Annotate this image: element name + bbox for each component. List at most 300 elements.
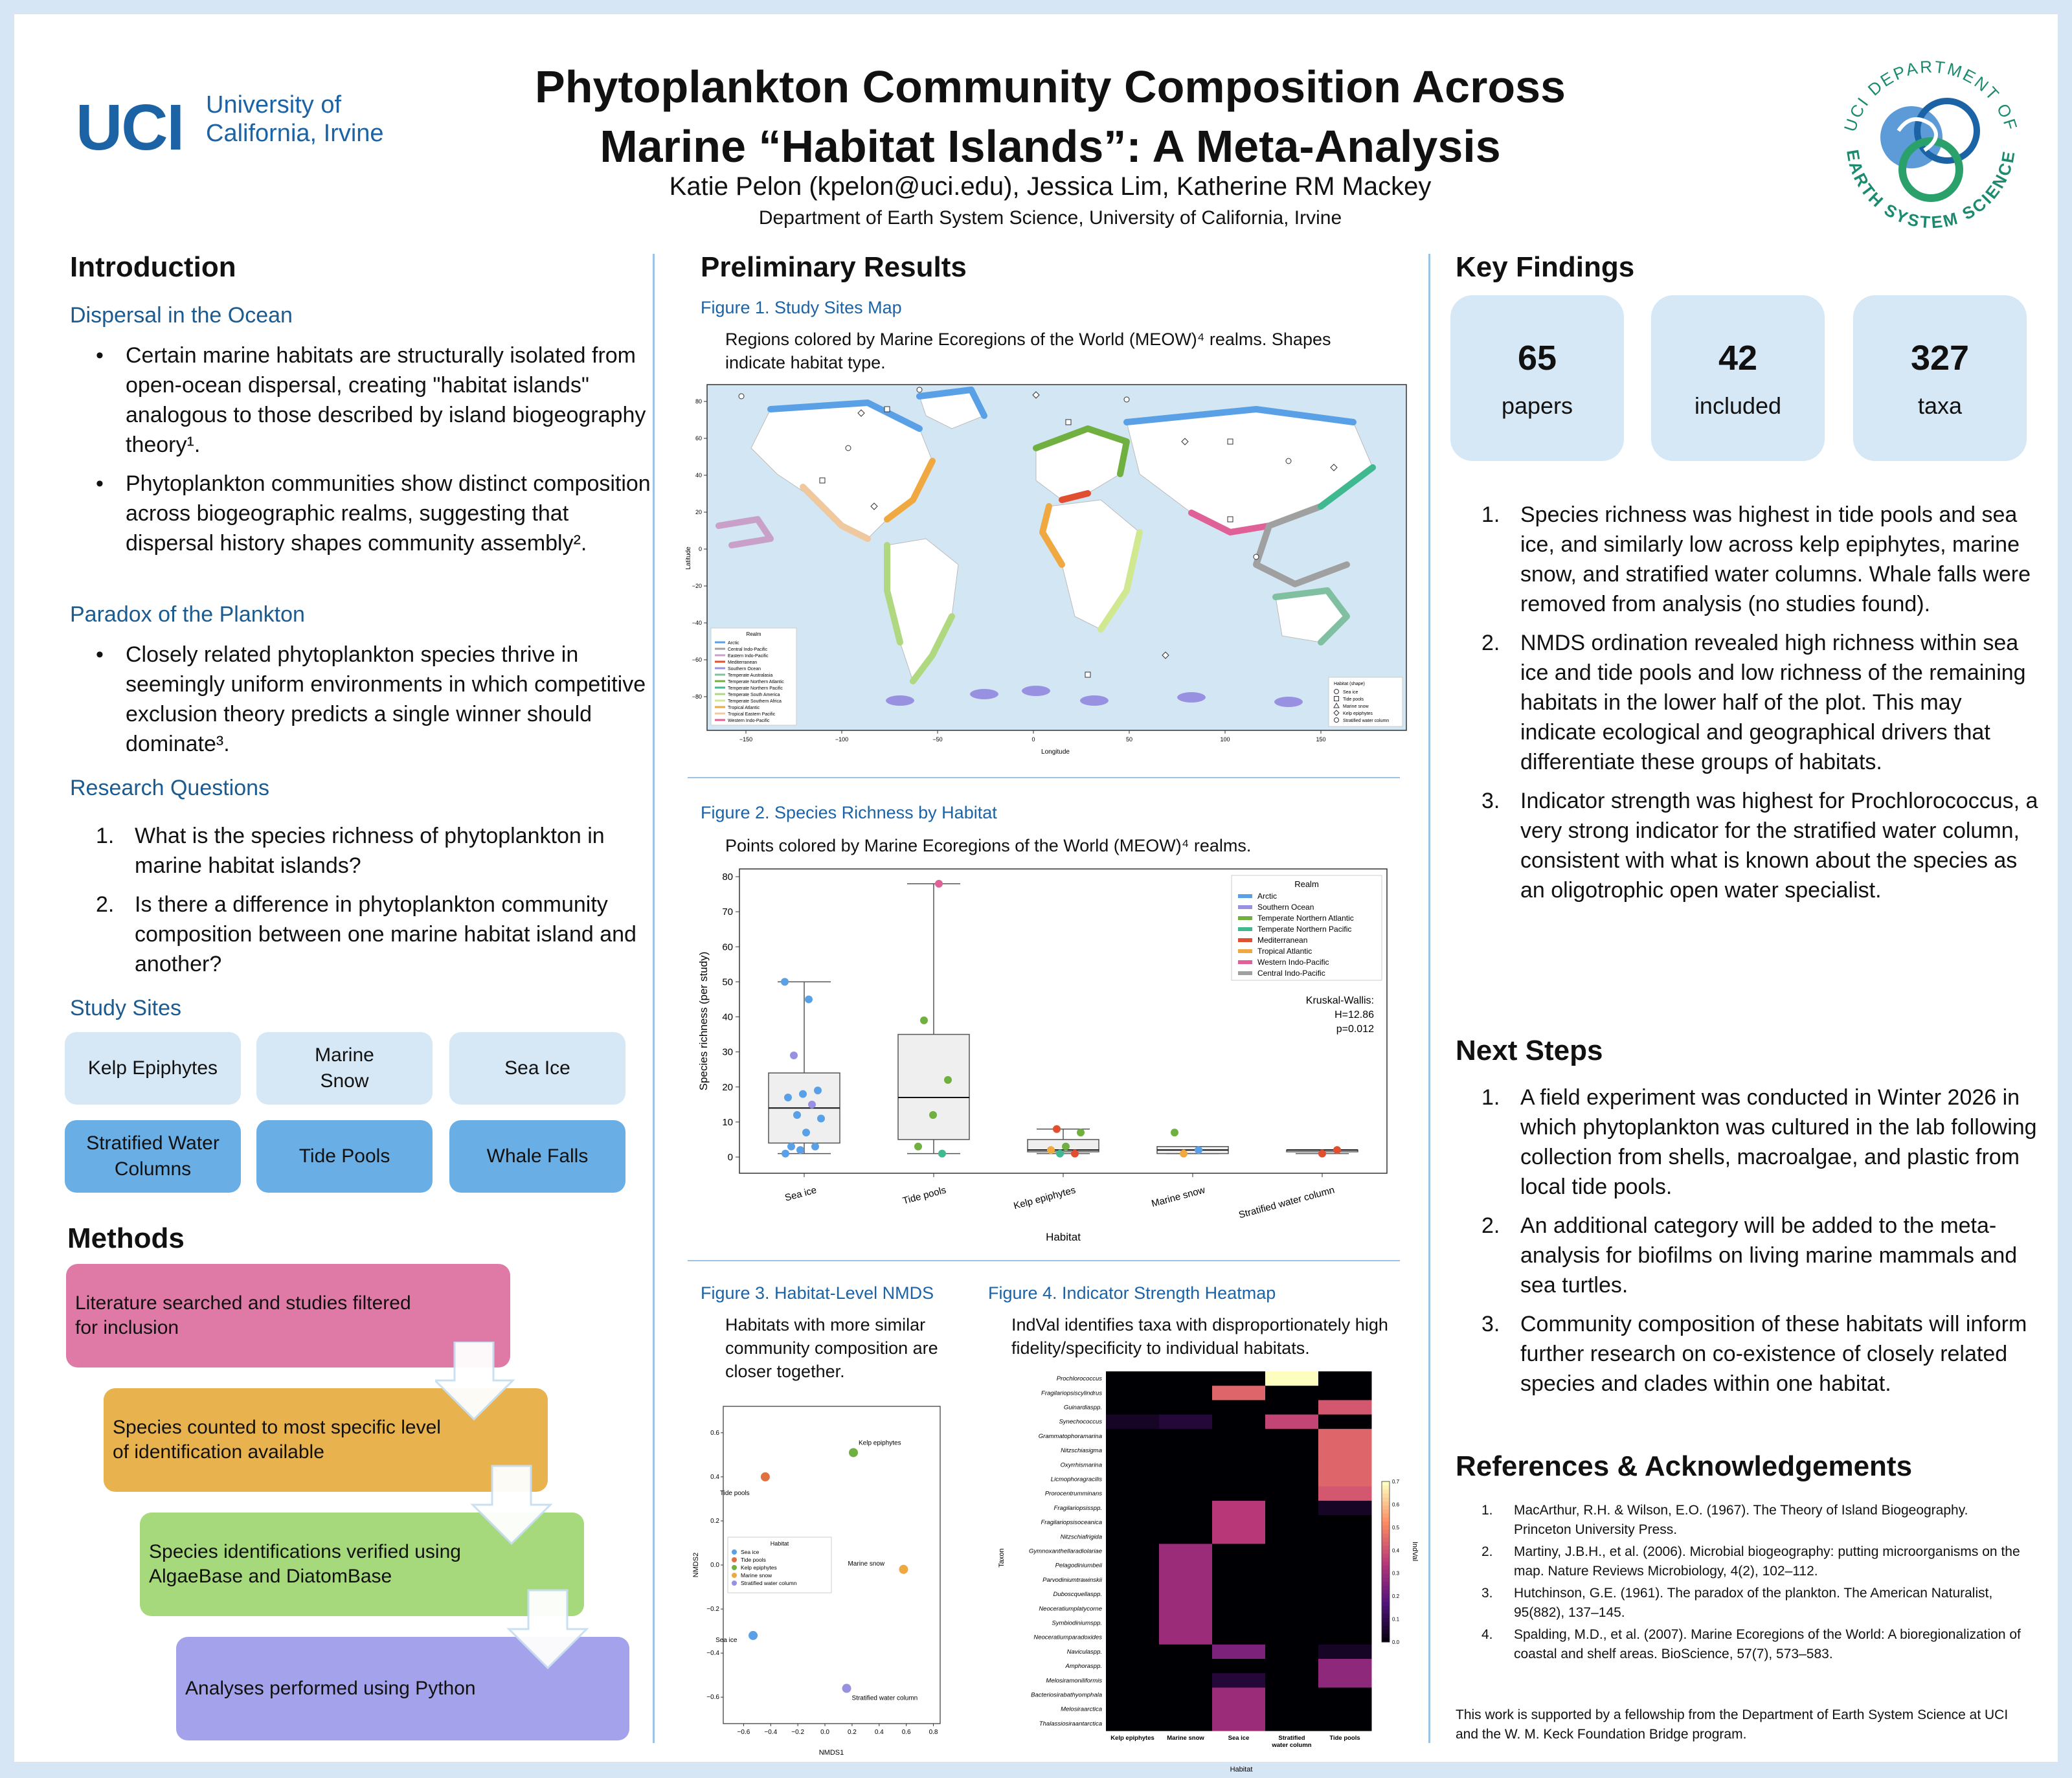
- heatmap-cell: [1106, 1472, 1160, 1487]
- logo-sub-line-1: University of: [206, 91, 342, 118]
- nmds-legend-label: Sea ice: [741, 1549, 760, 1555]
- next-step: [1456, 1309, 2038, 1399]
- heatmap-cell: [1159, 1429, 1213, 1444]
- map-habitat-marker: [1334, 697, 1339, 701]
- box-legend-label: Temperate Northern Atlantic: [1257, 914, 1354, 923]
- box-x-tick-label: Marine snow: [1150, 1184, 1207, 1210]
- nmds-point-label: Tide pools: [719, 1489, 750, 1497]
- reference: [1456, 1584, 2025, 1623]
- site-marker: [820, 478, 825, 483]
- nmds-point-label: Kelp epiphytes: [859, 1439, 901, 1447]
- heatmap-cell: [1159, 1544, 1213, 1559]
- poster: [14, 14, 2058, 1773]
- box-data-point: [1062, 1143, 1070, 1151]
- map-y-ticks: [692, 398, 707, 700]
- kruskal-p: p=0.012: [1336, 1024, 1374, 1035]
- box-data-point: [796, 1146, 804, 1154]
- nmds-point-label: Marine snow: [848, 1560, 885, 1568]
- heatmap-cell: [1265, 1515, 1319, 1530]
- box-data-point: [787, 1143, 795, 1151]
- box-data-point: [935, 880, 943, 888]
- method-step-text: Species identifications verified using AlgaeBase and DiatomBase: [149, 1541, 461, 1587]
- heatmap-cell: [1318, 1400, 1372, 1415]
- nmds-legend-label: Stratified water column: [741, 1580, 797, 1586]
- heatmap-cell: [1265, 1687, 1319, 1702]
- box-data-point: [1056, 1150, 1064, 1158]
- box-data-point: [1171, 1129, 1178, 1136]
- heatmap-cell: [1106, 1515, 1160, 1530]
- heatmap-cell: [1318, 1487, 1372, 1502]
- research-question: [70, 821, 653, 881]
- southern-ocean-region: [1080, 695, 1109, 706]
- box-y-tick-label: 20: [722, 1081, 733, 1093]
- heatmap-cell: [1265, 1544, 1319, 1559]
- method-step-text: Analyses performed using Python: [185, 1678, 476, 1699]
- heatmap-cell: [1212, 1400, 1266, 1415]
- next-step-text: Community composition of these habitats will inform further research on co-existence of closely related species and clades within one habitat.: [1520, 1312, 2027, 1396]
- heatmap-cell: [1265, 1601, 1319, 1616]
- colorbar-segment: [1382, 1562, 1390, 1566]
- heatmap-row-label: Licmophoragracilis: [1050, 1476, 1102, 1483]
- heatmap-cell: [1159, 1573, 1213, 1588]
- poster-title: [467, 57, 1633, 176]
- colorbar-segment: [1382, 1594, 1390, 1599]
- nmds-x-tick-label: −0.4: [764, 1729, 778, 1736]
- colorbar-segment: [1382, 1578, 1390, 1582]
- box-legend-swatch: [1238, 949, 1252, 953]
- colorbar-segment: [1382, 1614, 1390, 1619]
- site-marker: [1066, 420, 1071, 425]
- colorbar-segment: [1382, 1498, 1390, 1502]
- map-y-tick-label: 40: [695, 472, 702, 478]
- rq-number: 1.: [96, 824, 115, 848]
- box-data-point: [1318, 1150, 1326, 1158]
- heatmap-colorbar: [1382, 1479, 1400, 1645]
- nmds-legend-marker: [732, 1581, 737, 1586]
- colorbar-tick-label: 0.7: [1392, 1479, 1400, 1485]
- heatmap-row-label: Symbiodiniumspp.: [1052, 1619, 1102, 1627]
- heatmap-cell: [1265, 1673, 1319, 1688]
- research-questions: [70, 821, 653, 988]
- heatmap-cell: [1159, 1501, 1213, 1516]
- nmds-y-tick-label: 0.6: [710, 1429, 719, 1437]
- box-data-point: [1195, 1146, 1202, 1154]
- colorbar-segment: [1382, 1622, 1390, 1626]
- heatmap-row-label: Melosiramoniliformis: [1046, 1677, 1102, 1685]
- nmds-legend-label: Marine snow: [741, 1572, 772, 1579]
- heatmap-col-label: Sea ice: [1228, 1735, 1250, 1742]
- map-legend-label: Tropical Atlantic: [728, 706, 760, 710]
- heatmap-cell: [1212, 1573, 1266, 1588]
- site-marker: [1228, 517, 1233, 522]
- heatmap-col-label: Tide pools: [1329, 1735, 1360, 1742]
- heatmap-cell: [1159, 1630, 1213, 1645]
- box-data-point: [944, 1076, 952, 1084]
- map-habitat-marker: [1334, 690, 1339, 694]
- heatmap-cell: [1159, 1716, 1213, 1731]
- heatmap-cell: [1212, 1529, 1266, 1544]
- rq-text: What is the species richness of phytoplankton in marine habitat islands?: [135, 824, 605, 878]
- site-kelp-epiphytes: Kelp Epiphytes: [65, 1032, 241, 1105]
- next-step: [1456, 1083, 2038, 1202]
- results-divider-1: [688, 777, 1400, 778]
- colorbar-segment: [1382, 1481, 1390, 1486]
- heatmap-cell: [1106, 1544, 1160, 1559]
- colorbar-tick-label: 0.4: [1392, 1547, 1400, 1554]
- box-legend-label: Mediterranean: [1257, 936, 1308, 945]
- nmds-point-label: Stratified water column: [851, 1694, 918, 1702]
- nmds-x-tick-label: 0.4: [874, 1729, 884, 1736]
- site-marine-snow: [256, 1032, 433, 1105]
- heatmap-cell: [1318, 1601, 1372, 1616]
- reference-number: 4.: [1481, 1627, 1493, 1642]
- map-habitat-label: Stratified water column: [1343, 719, 1390, 723]
- heatmap-cell: [1318, 1529, 1372, 1544]
- colorbar-segment: [1382, 1502, 1390, 1506]
- nmds-point: [842, 1684, 851, 1693]
- nmds-legend-marker: [732, 1565, 737, 1570]
- stat-label: included: [1694, 392, 1782, 419]
- next-step-number: 2.: [1481, 1213, 1500, 1238]
- acknowledgement: This work is supported by a fellowship from the Department of Earth System Science at UCI and the W. M. Keck Foundation Bridge program.: [1456, 1707, 2009, 1742]
- heatmap-cell: [1212, 1386, 1266, 1401]
- heatmap-cell: [1265, 1587, 1319, 1602]
- box-y-tick-label: 50: [722, 976, 733, 988]
- colorbar-segment: [1382, 1598, 1390, 1603]
- heatmap-cell: [1265, 1415, 1319, 1430]
- map-legend-label: Temperate South America: [728, 693, 780, 697]
- heatmap-cell: [1318, 1415, 1372, 1430]
- heatmap-cell: [1106, 1529, 1160, 1544]
- heatmap-cell: [1318, 1515, 1372, 1530]
- colorbar-segment: [1382, 1586, 1390, 1590]
- map-x-tick-label: 100: [1220, 736, 1230, 743]
- column-divider-2: [1428, 254, 1430, 1743]
- heatmap-cell: [1159, 1702, 1213, 1717]
- map-x-tick-label: −100: [835, 736, 849, 743]
- map-legend-label: Western Indo-Pacific: [728, 719, 770, 723]
- nmds-legend-label: Tide pools: [741, 1557, 766, 1563]
- references-heading: References & Acknowledgements: [1456, 1450, 1913, 1482]
- map-habitat-label: Marine snow: [1343, 704, 1369, 709]
- heatmap-cell: [1212, 1457, 1266, 1472]
- methods-heading: Methods: [67, 1222, 185, 1254]
- colorbar-segment: [1382, 1546, 1390, 1550]
- heatmap-cell: [1265, 1443, 1319, 1458]
- indval-heatmap: [985, 1364, 1426, 1778]
- next-step-text: An additional category will be added to the meta-analysis for biofilms on living marine mammals and sea turtles.: [1520, 1213, 2018, 1298]
- heatmap-col-label: water column: [1272, 1742, 1312, 1749]
- box-y-tick-label: 0: [727, 1152, 733, 1163]
- heatmap-cell: [1159, 1559, 1213, 1573]
- heatmap-cell: [1265, 1630, 1319, 1645]
- heatmap-col-labels: [1110, 1735, 1360, 1749]
- colorbar-tick-label: 0.1: [1392, 1616, 1400, 1623]
- rq-text: Is there a difference in phytoplankton community composition between one marine habitat island and another?: [135, 892, 636, 976]
- box-y-tick-label: 30: [722, 1046, 733, 1058]
- box-data-point: [1047, 1146, 1055, 1154]
- colorbar-segment: [1382, 1529, 1390, 1534]
- southern-ocean-region: [886, 695, 914, 706]
- box-iqr: [898, 1035, 969, 1140]
- site-marker: [1228, 439, 1233, 444]
- finding-number: 2.: [1481, 631, 1500, 655]
- fig2-caption: Points colored by Marine Ecoregions of the World (MEOW)⁴ realms.: [725, 836, 1252, 855]
- box-data-point: [1180, 1150, 1188, 1158]
- heatmap-cell: [1106, 1501, 1160, 1516]
- department: Department of Earth System Science, University of California, Irvine: [758, 207, 1342, 229]
- heatmap-row-label: Thalassiosiraantarctica: [1039, 1720, 1102, 1727]
- box-x-tick-label: Stratified water column: [1237, 1184, 1336, 1221]
- map-y-tick-label: 20: [695, 509, 702, 515]
- colorbar-segment: [1382, 1630, 1390, 1634]
- box-y-tick-label: 10: [722, 1116, 733, 1128]
- site-tide-pools: Tide Pools: [256, 1120, 433, 1193]
- colorbar-segment: [1382, 1582, 1390, 1586]
- fig2-title: Figure 2. Species Richness by Habitat: [701, 803, 997, 822]
- heatmap-cell: [1106, 1615, 1160, 1630]
- heatmap-row-label: Pelagodiniumbeii: [1055, 1562, 1102, 1570]
- heatmap-cell: [1318, 1544, 1372, 1559]
- heatmap-cell: [1106, 1457, 1160, 1472]
- heatmap-cell: [1212, 1659, 1266, 1674]
- box-legend-label: Southern Ocean: [1257, 903, 1314, 912]
- finding-number: 1.: [1481, 502, 1500, 527]
- finding-number: 3.: [1481, 789, 1500, 813]
- colorbar-segment: [1382, 1590, 1390, 1594]
- box-data-point: [817, 1114, 825, 1122]
- seal-top-text: UCI DEPARTMENT OF: [1840, 56, 2022, 134]
- heatmap-cell: [1106, 1429, 1160, 1444]
- site-marker: [1085, 672, 1090, 677]
- heatmap-cell: [1318, 1659, 1372, 1674]
- stat-value: 65: [1517, 339, 1557, 377]
- colorbar-segment: [1382, 1522, 1390, 1526]
- results-divider-2: [688, 1260, 1400, 1261]
- heatmap-cell: [1212, 1544, 1266, 1559]
- heatmap-cell: [1159, 1487, 1213, 1502]
- map-x-tick-label: 0: [1031, 736, 1035, 743]
- heatmap-cell: [1265, 1573, 1319, 1588]
- next-step: [1456, 1211, 2038, 1300]
- map-y-tick-label: 60: [695, 435, 702, 442]
- reference-number: 1.: [1481, 1503, 1493, 1518]
- box-legend-swatch: [1238, 938, 1252, 942]
- authors: Katie Pelon (kpelon@uci.edu), Jessica Lim, Katherine RM Mackey: [669, 172, 1432, 201]
- nmds-y-tick-label: 0.0: [710, 1562, 719, 1569]
- map-legend-label: Arctic: [728, 641, 739, 646]
- box-x-axis: [783, 1173, 1336, 1221]
- colorbar-segment: [1382, 1634, 1390, 1639]
- colorbar-segment: [1382, 1509, 1390, 1514]
- colorbar-segment: [1382, 1514, 1390, 1518]
- heatmap-cell: [1159, 1645, 1213, 1660]
- heatmap-cell: [1159, 1529, 1213, 1544]
- heatmap-row-label: Synechococcus: [1059, 1418, 1102, 1426]
- nmds-legend-label: Kelp epiphytes: [741, 1564, 777, 1571]
- heatmap-cell: [1318, 1615, 1372, 1630]
- box-data-point: [1071, 1150, 1079, 1158]
- map-legend-label: Southern Ocean: [728, 667, 761, 671]
- heatmap-cell: [1159, 1472, 1213, 1487]
- site-label: Stratified Water Columns: [86, 1132, 220, 1180]
- nmds-x-tick-label: 0.0: [820, 1729, 829, 1736]
- study-sites-map: [673, 370, 1412, 759]
- colorbar-segment: [1382, 1485, 1390, 1490]
- paradox-bullets: [70, 640, 653, 768]
- colorbar-segment: [1382, 1626, 1390, 1630]
- ess-department-seal: [1827, 47, 2034, 241]
- heatmap-cell: [1212, 1615, 1266, 1630]
- colorbar-segment: [1382, 1554, 1390, 1559]
- key-finding: [1456, 628, 2038, 777]
- heatmap-cell: [1265, 1559, 1319, 1573]
- heatmap-col-label: Stratified: [1278, 1735, 1305, 1742]
- map-habitat-legend: [1329, 677, 1402, 726]
- colorbar-segment: [1382, 1602, 1390, 1606]
- heatmap-cell: [1212, 1601, 1266, 1616]
- box-data-point: [781, 978, 789, 985]
- heatmap-cell: [1318, 1472, 1372, 1487]
- map-y-tick-label: −80: [692, 693, 702, 700]
- box-y-tick-label: 70: [722, 906, 733, 918]
- heatmap-row-label: Bacteriosirabathyomphala: [1031, 1691, 1102, 1699]
- box-data-point: [790, 1052, 798, 1059]
- next-steps-heading: Next Steps: [1456, 1035, 1603, 1066]
- next-step-number: 3.: [1481, 1312, 1500, 1336]
- box-data-point: [811, 1143, 819, 1151]
- map-y-tick-label: −60: [692, 657, 702, 663]
- colorbar-segment: [1382, 1549, 1390, 1554]
- heatmap-row-label: Neoceratiumparadoxides: [1033, 1634, 1102, 1641]
- heatmap-cell: [1106, 1415, 1160, 1430]
- heatmap-row-label: Duboscquellaspp.: [1053, 1591, 1102, 1599]
- box-y-tick-label: 40: [722, 1011, 733, 1023]
- colorbar-tick-label: 0.2: [1392, 1593, 1400, 1600]
- heatmap-cell: [1159, 1673, 1213, 1688]
- heatmap-row-label: Oxyrrhismarina: [1060, 1461, 1102, 1469]
- heatmap-cell: [1106, 1400, 1160, 1415]
- heatmap-cell: [1159, 1400, 1213, 1415]
- heatmap-ylabel: Taxon: [998, 1548, 1006, 1568]
- nmds-legend-marker: [732, 1549, 737, 1555]
- nmds-point: [761, 1472, 770, 1481]
- heatmap-cell: [1318, 1386, 1372, 1401]
- site-label: Marine Snow: [315, 1044, 374, 1092]
- box-x-tick-label: Sea ice: [783, 1184, 818, 1204]
- title-line-1: Phytoplankton Community Composition Across: [535, 62, 1566, 112]
- heatmap-col-label: Kelp epiphytes: [1110, 1735, 1154, 1742]
- heatmap-cell: [1318, 1630, 1372, 1645]
- colorbar-segment: [1382, 1494, 1390, 1498]
- finding-text: Species richness was highest in tide pools and sea ice, and similarly low across kelp epiphytes, marine snow, and stratified water columns. Whale falls were removed from analysis (no studies found).: [1520, 502, 2031, 616]
- box-legend-swatch: [1238, 960, 1252, 964]
- box-legend-swatch: [1238, 927, 1252, 931]
- box-data-point: [920, 1017, 928, 1024]
- key-findings-list: [1456, 500, 2038, 914]
- nmds-x-tick-label: 0.6: [901, 1729, 911, 1736]
- heatmap-cell: [1106, 1487, 1160, 1502]
- colorbar-segment: [1382, 1525, 1390, 1530]
- colorbar-segment: [1382, 1606, 1390, 1610]
- nmds-legend-marker: [732, 1573, 737, 1578]
- fig1-title: Figure 1. Study Sites Map: [701, 298, 902, 317]
- map-legend-label: Mediterranean: [728, 660, 758, 665]
- flow-arrow-icon: [473, 1466, 550, 1544]
- heatmap-col-label: Marine snow: [1167, 1735, 1204, 1742]
- colorbar-segment: [1382, 1505, 1390, 1510]
- reference-number: 3.: [1481, 1586, 1493, 1601]
- heatmap-cell: [1106, 1386, 1160, 1401]
- heatmap-cells: [1106, 1371, 1372, 1731]
- colorbar-segment: [1382, 1534, 1390, 1538]
- colorbar-segment: [1382, 1610, 1390, 1614]
- heatmap-cell: [1318, 1443, 1372, 1458]
- method-step-text: Literature searched and studies filtered for inclusion: [75, 1292, 411, 1338]
- nmds-x-tick-label: 0.8: [929, 1729, 938, 1736]
- map-y-tick-label: −20: [692, 583, 702, 589]
- heatmap-cell: [1318, 1687, 1372, 1702]
- heatmap-cell: [1159, 1659, 1213, 1674]
- site-marker: [917, 387, 922, 392]
- map-habitat-legend-title: Habitat (shape): [1334, 682, 1365, 686]
- colorbar-tick-label: 0.0: [1392, 1639, 1400, 1645]
- site-marker: [846, 445, 851, 451]
- fig4-title: Figure 4. Indicator Strength Heatmap: [988, 1283, 1276, 1303]
- heatmap-cell: [1265, 1429, 1319, 1444]
- rq-number: 2.: [96, 892, 115, 917]
- references-list: [1456, 1501, 2025, 1667]
- southern-ocean-region: [1022, 686, 1050, 696]
- heatmap-cell: [1106, 1587, 1160, 1602]
- site-marker: [884, 407, 890, 412]
- site-sea-ice: Sea Ice: [449, 1032, 625, 1105]
- next-step-number: 1.: [1481, 1085, 1500, 1110]
- fig3-caption: Habitats with more similar community composition are closer together.: [725, 1315, 938, 1381]
- logo-sub-line-2: California, Irvine: [206, 120, 384, 147]
- box-data-point: [808, 1101, 816, 1108]
- colorbar-segment: [1382, 1570, 1390, 1574]
- site-marker: [1124, 397, 1129, 402]
- stat-label: taxa: [1917, 392, 1963, 419]
- heatmap-cell: [1318, 1645, 1372, 1660]
- heatmap-cell: [1318, 1371, 1372, 1386]
- heatmap-row-label: Fragilariopsiscylindrus: [1041, 1390, 1102, 1397]
- heatmap-cell: [1212, 1630, 1266, 1645]
- reference: [1456, 1542, 2025, 1581]
- map-x-tick-label: −50: [932, 736, 943, 743]
- heatmap-row-label: Fragilariopsisspp.: [1053, 1504, 1102, 1512]
- box-data-point: [782, 1150, 789, 1158]
- nmds-y-tick-label: −0.4: [706, 1650, 719, 1658]
- reference: [1456, 1625, 2025, 1664]
- colorbar-segment: [1382, 1566, 1390, 1570]
- reference-text: Spalding, M.D., et al. (2007). Marine Ecoregions of the World: A bioregionalization of coastal and shelf areas. BioScience, 57(7), 573–583.: [1514, 1627, 2021, 1661]
- heatmap-row-label: Parvodiniumtrawinskii: [1042, 1576, 1102, 1584]
- box-data-point: [793, 1111, 801, 1119]
- nmds-plot: [688, 1387, 947, 1775]
- nmds-y-tick-label: 0.4: [710, 1473, 719, 1481]
- map-legend-title: Realm: [746, 631, 761, 637]
- heatmap-cell: [1212, 1687, 1266, 1702]
- heatmap-row-label: Fragilariopsisoceanica: [1041, 1519, 1102, 1527]
- southern-ocean-region: [1177, 692, 1206, 703]
- site-stratified-water-columns: [65, 1120, 241, 1193]
- box-y-tick-label: 60: [722, 941, 733, 953]
- heatmap-row-label: Prochlorococcus: [1056, 1375, 1102, 1383]
- map-realm-legend: [711, 628, 796, 725]
- finding-text: Indicator strength was highest for Prochlorococcus, a very strong indicator for the stratified water column, consistent with what is known about the species as an oligotrophic open water specialist.: [1520, 789, 2038, 903]
